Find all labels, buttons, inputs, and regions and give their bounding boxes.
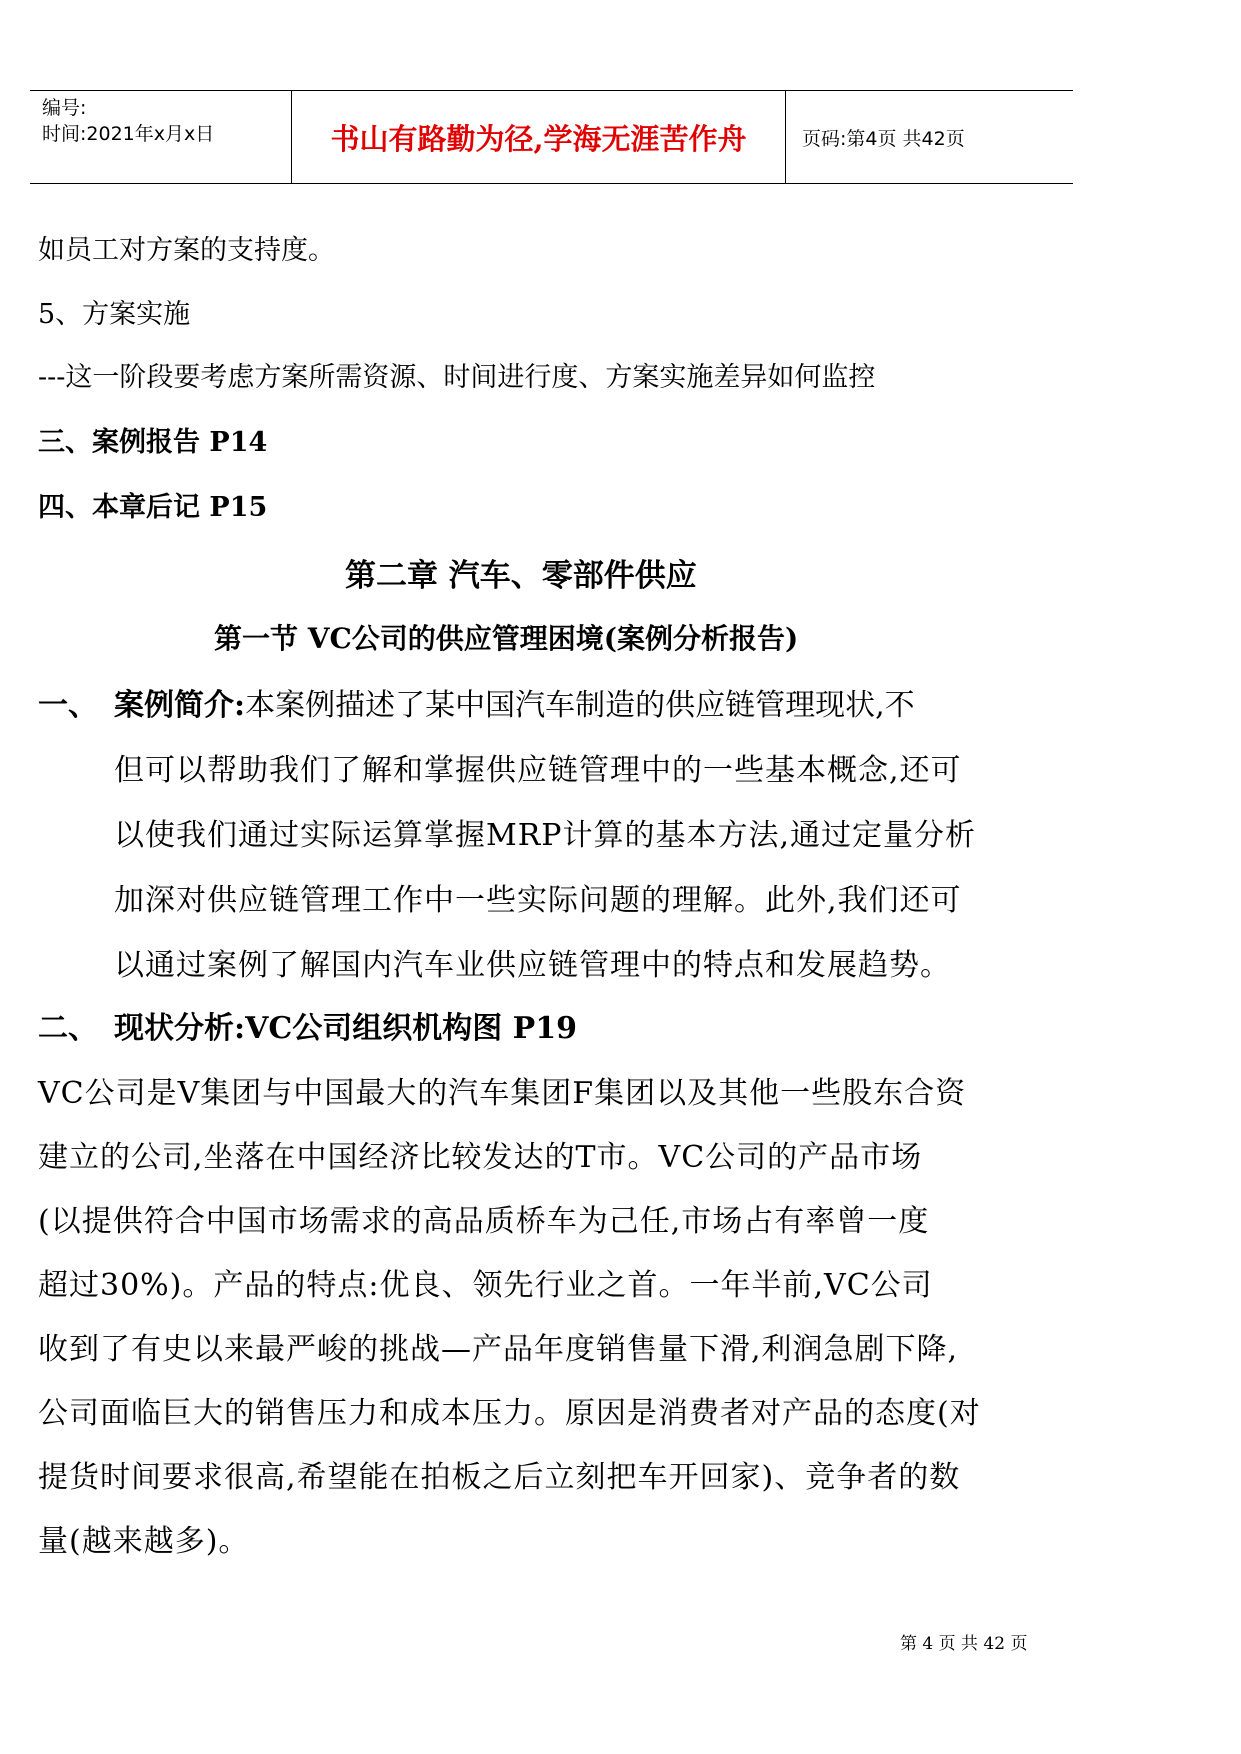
chapter-title: 第二章 汽车、零部件供应 (345, 558, 697, 594)
text-line: 如员工对方案的支持度。 (38, 235, 335, 266)
text-line: ---这一阶段要考虑方案所需资源、时间进行度、方案实施差异如何监控 (38, 362, 876, 393)
text-line: 提货时间要求很高,希望能在拍板之后立刻把车开回家)、竞争者的数 (38, 1460, 961, 1495)
text-line: 加深对供应链管理工作中一些实际问题的理解。此外,我们还可 (114, 883, 962, 918)
header-meta (30, 91, 292, 183)
page-footer: 第 4 页 共 42 页 (900, 1634, 1028, 1654)
time-label: 时间:2021年x月x日 (42, 123, 215, 145)
text-line: 建立的公司,坐落在中国经济比较发达的T市。VC公司的产品市场 (38, 1140, 923, 1175)
heading-case-report: 三、案例报告 P14 (38, 427, 268, 458)
text-line: 以使我们通过实际运算掌握MRP计算的基本方法,通过定量分析 (114, 818, 977, 853)
text-line: 以通过案例了解国内汽车业供应链管理中的特点和发展趋势。 (114, 948, 951, 983)
section-number: 二、 (38, 1011, 98, 1046)
header-page-info: 页码:第4页 共42页 (802, 127, 965, 150)
section-heading: 案例简介: (114, 688, 246, 723)
section-number: 一、 (38, 688, 98, 723)
section-title: 第一节 VC公司的供应管理困境(案例分析报告) (214, 622, 799, 655)
page-header (30, 90, 1073, 184)
text-line: 本案例描述了某中国汽车制造的供应链管理现状,不 (245, 688, 915, 723)
text-line: 但可以帮助我们了解和掌握供应链管理中的一些基本概念,还可 (114, 753, 962, 788)
text-line: VC公司是V集团与中国最大的汽车集团F集团以及其他一些股东合资 (38, 1076, 967, 1111)
header-motto: 书山有路勤为径,学海无涯苦作舟 (292, 91, 786, 183)
heading-chapter-notes: 四、本章后记 P15 (38, 492, 268, 523)
text-line: 5、方案实施 (38, 299, 191, 330)
text-line: 超过30%)。产品的特点:优良、领先行业之首。一年半前,VC公司 (38, 1268, 933, 1303)
text-line: 收到了有史以来最严峻的挑战—产品年度销售量下滑,利润急剧下降, (38, 1332, 959, 1367)
number-label: 编号: (42, 97, 87, 119)
section-heading: 现状分析:VC公司组织机构图 P19 (114, 1011, 577, 1046)
text-line: 量(越来越多)。 (38, 1524, 250, 1559)
text-line: 公司面临巨大的销售压力和成本压力。原因是消费者对产品的态度(对 (38, 1396, 981, 1431)
text-line: (以提供符合中国市场需求的高品质桥车为己任,市场占有率曾一度 (38, 1204, 930, 1239)
